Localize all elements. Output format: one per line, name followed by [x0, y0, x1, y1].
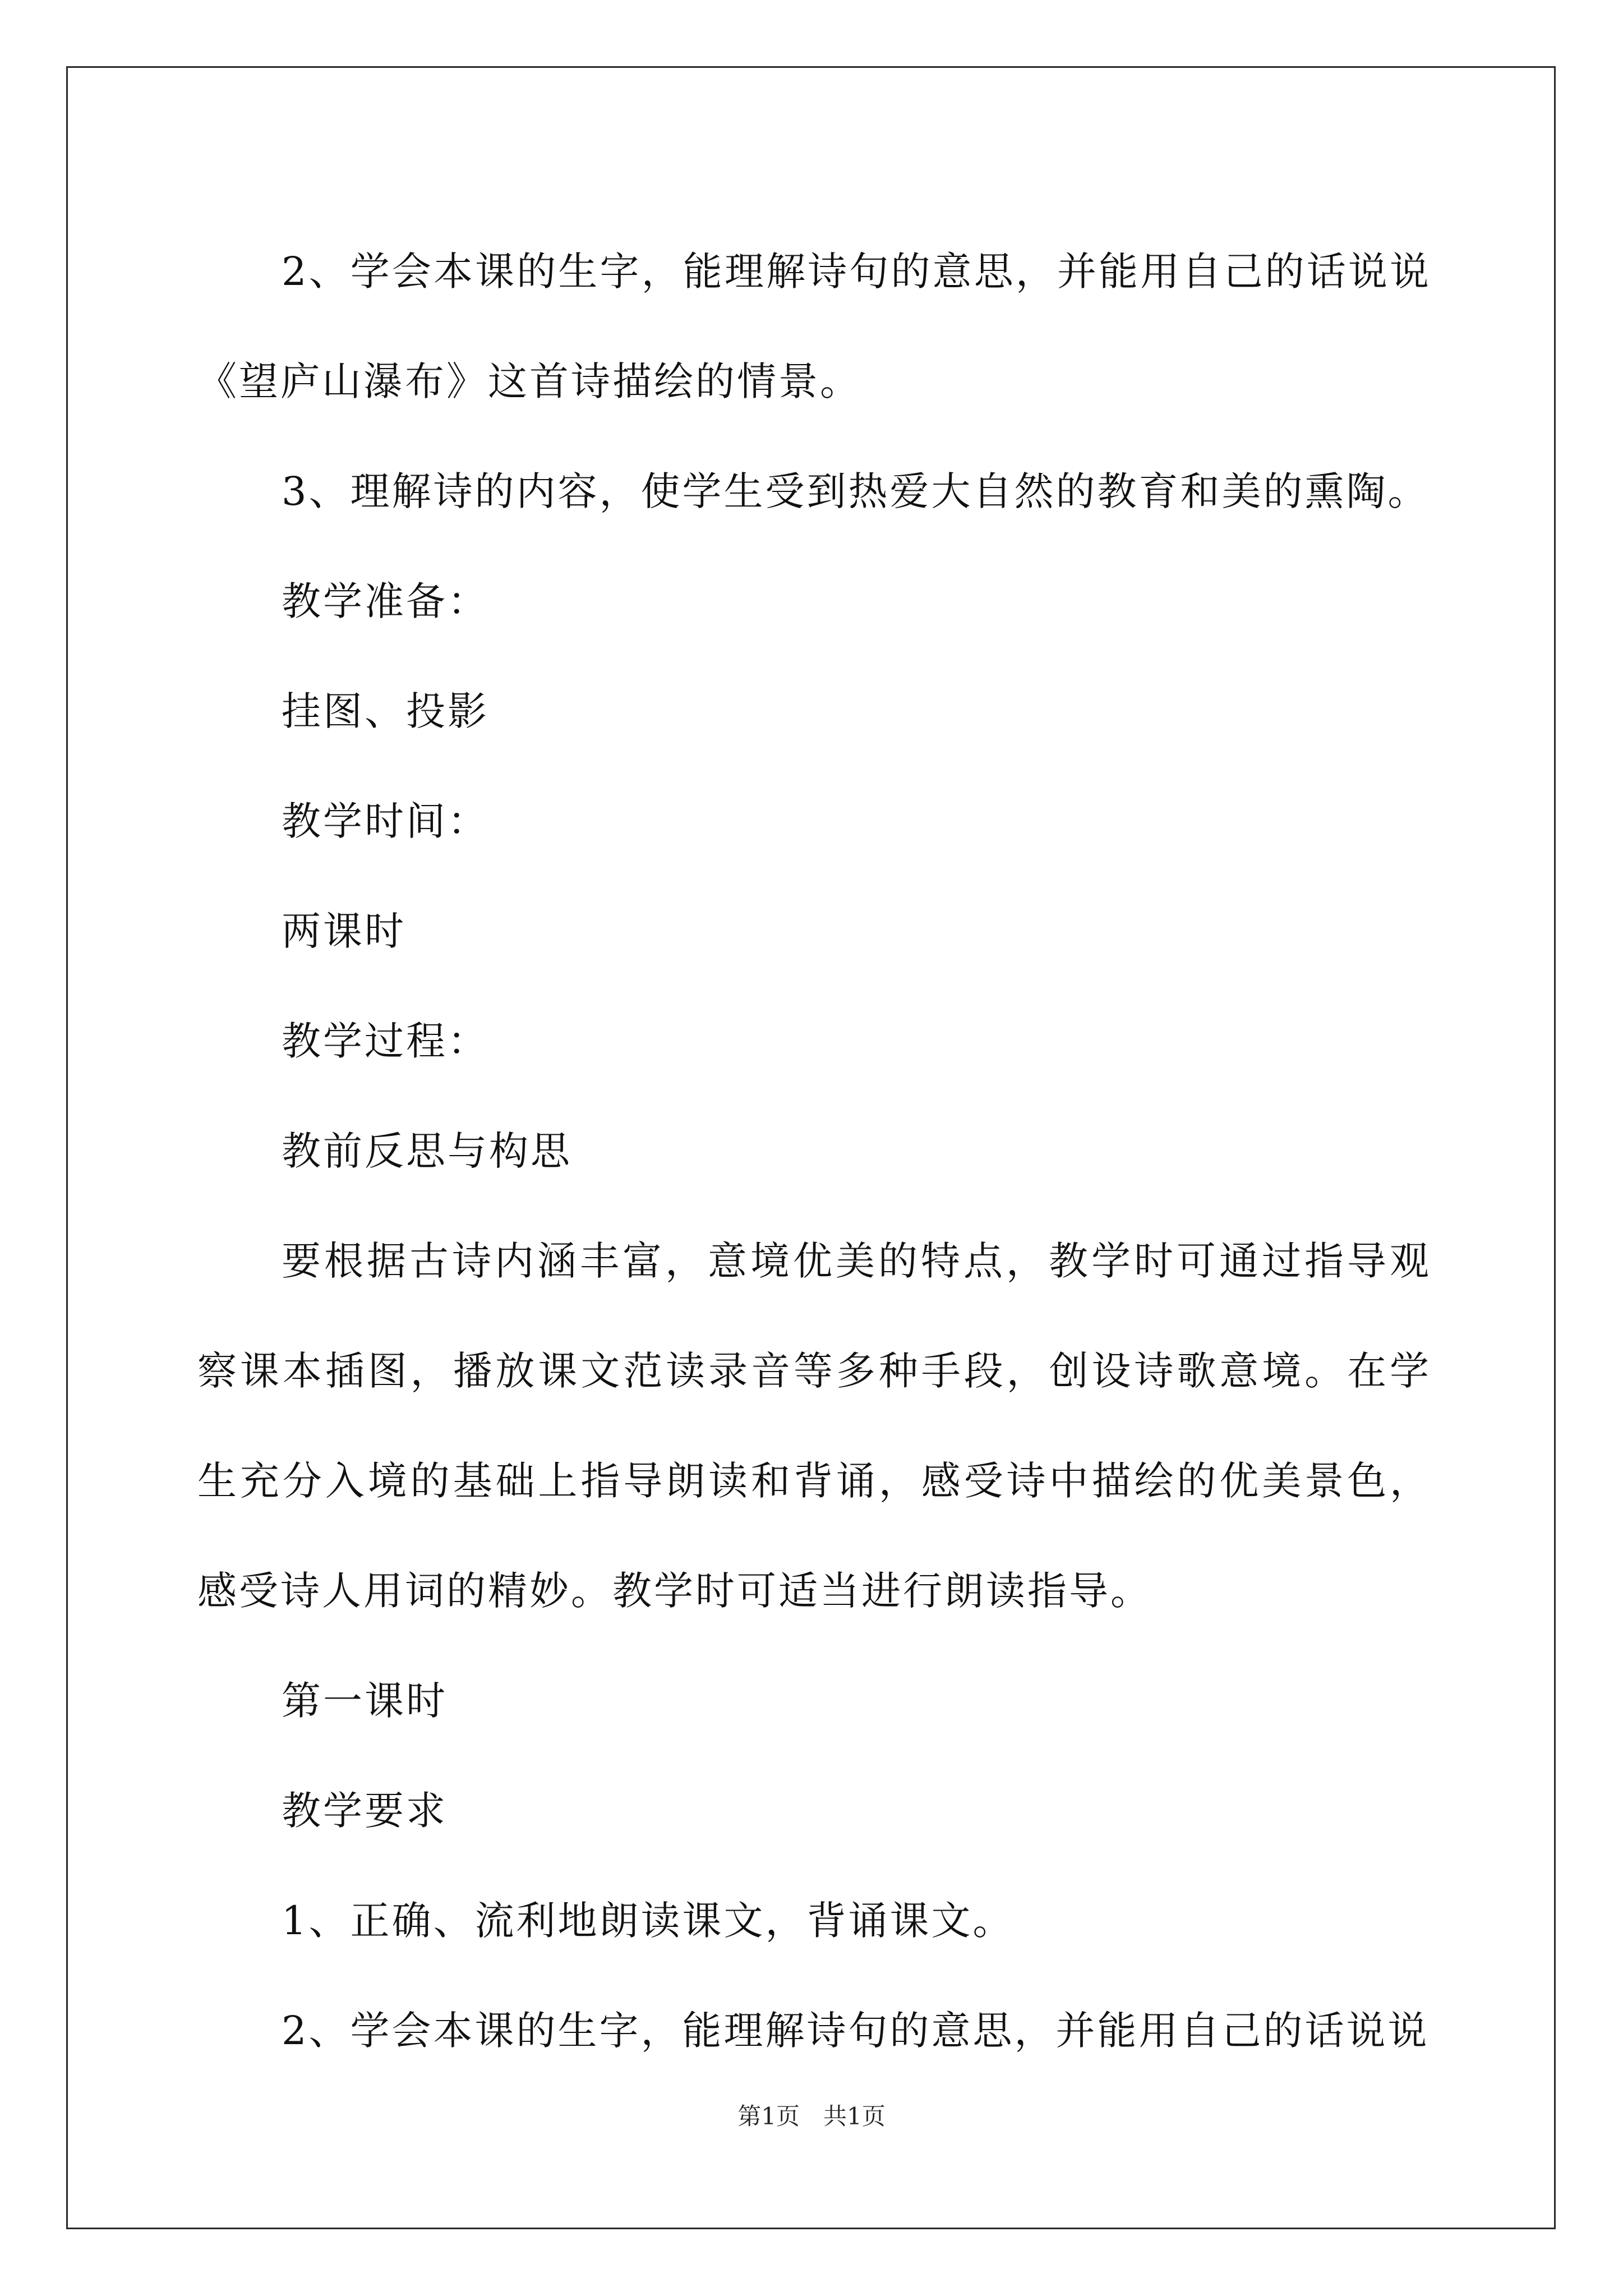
paragraph: 2、学会本课的生字，能理解诗句的意思，并能用自己的话说说 [282, 2008, 1430, 2054]
document-body [197, 217, 1431, 2086]
section-heading: 教学时间： [282, 798, 489, 844]
paragraph: 3、理解诗的内容，使学生受到热爱大自然的教育和美的熏陶。 [282, 468, 1430, 514]
section-heading: 教前反思与构思 [282, 1128, 572, 1174]
section-heading: 教学要求 [282, 1788, 448, 1834]
paragraph: 2、学会本课的生字，能理解诗句的意思，并能用自己的话说说《望庐山瀑布》这首诗描绘的情景。 [197, 249, 1431, 404]
section-heading: 第一课时 [282, 1678, 448, 1724]
paragraph: 挂图、投影 [282, 688, 489, 734]
paragraph: 两课时 [282, 908, 406, 954]
paragraph: 要根据古诗内涵丰富，意境优美的特点，教学时可通过指导观察课本插图，播放课文范读录音等多种手段，创设诗歌意境。在学生充分入境的基础上指导朗读和背诵，感受诗中描绘的优美景色，感受诗人用词的精妙。教学时可适当进行朗读指导。 [197, 1238, 1431, 1614]
page-number-footer: 第1页 共1页 [737, 2102, 886, 2130]
paragraph: 1、正确、流利地朗读课文，背诵课文。 [282, 1898, 1015, 1944]
section-heading: 教学过程： [282, 1018, 489, 1064]
section-heading: 教学准备： [282, 578, 489, 624]
